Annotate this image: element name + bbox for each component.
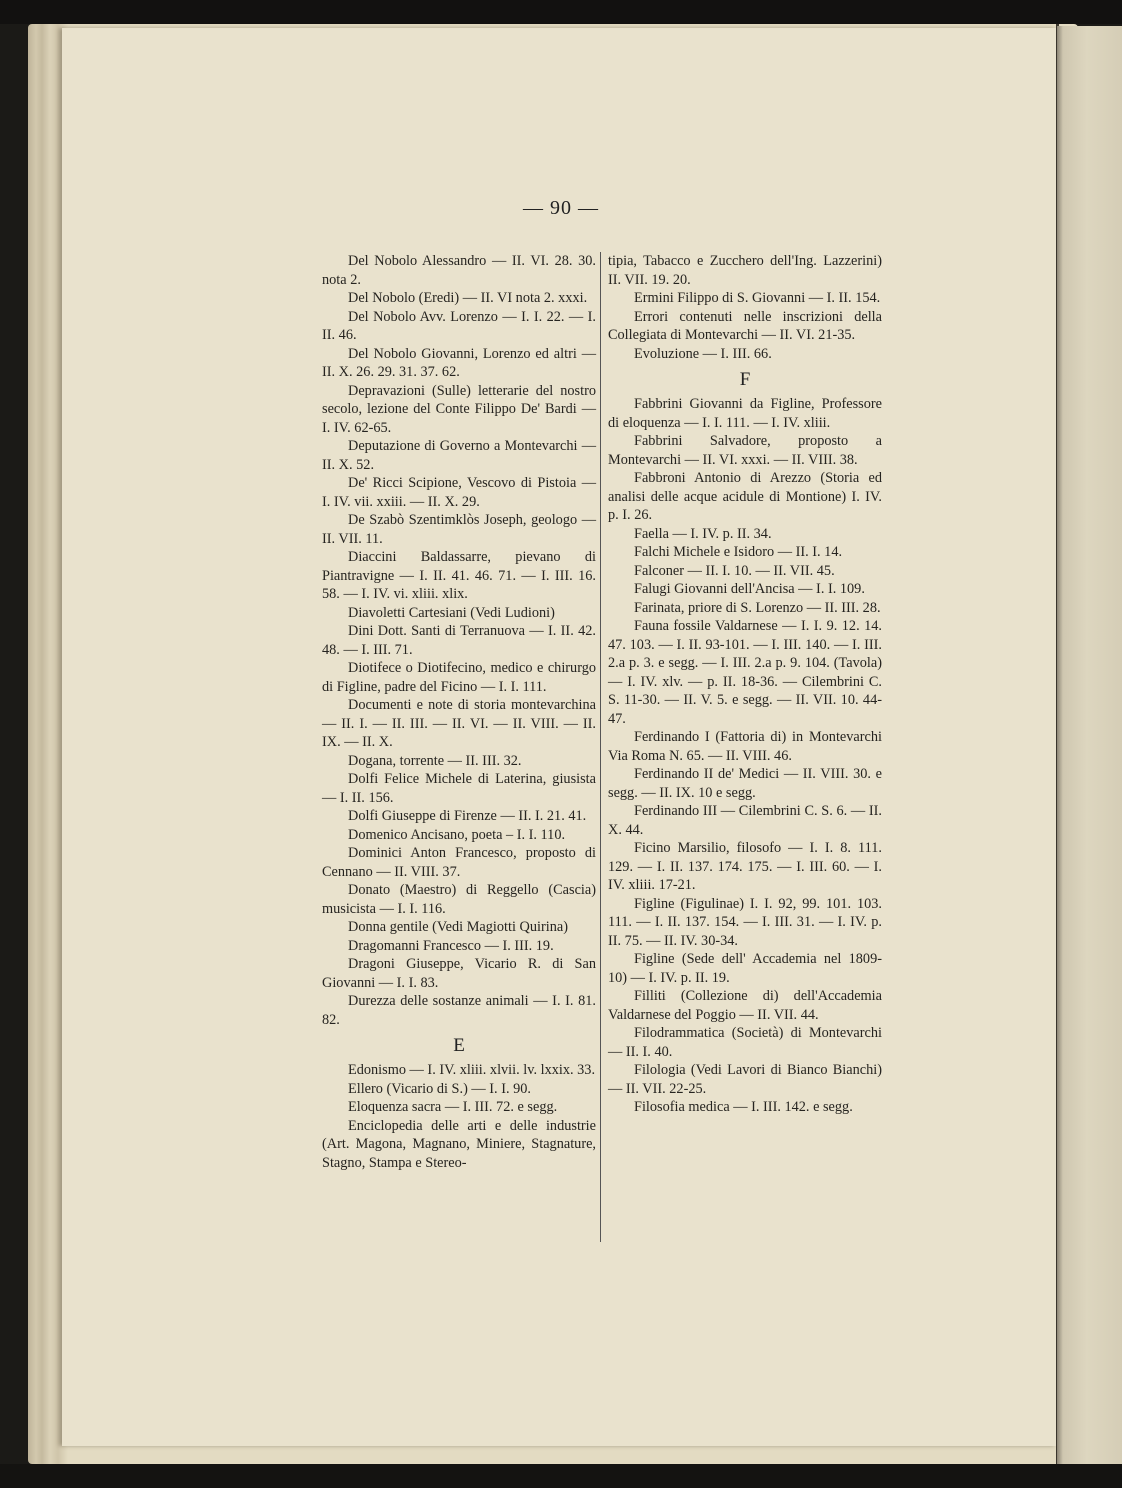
- index-column-left: [322, 252, 596, 1172]
- index-entry: Farinata, priore di S. Lorenzo — II. III. 28.: [634, 599, 881, 616]
- index-entry: Falugi Giovanni dell'Ancisa — I. I. 109.: [634, 581, 865, 597]
- index-entry: Del Nobolo Giovanni, Lorenzo ed altri — II. X. 26. 29. 31. 37. 62.: [322, 345, 596, 380]
- index-entry: Ermini Filippo di S. Giovanni — I. II. 154.: [634, 290, 881, 306]
- index-entry: Fauna fossile Valdarnese — I. I. 9. 12. 14. 47. 103. — I. II. 93-101. — I. III. 140. — I. III. 2.a p. 3. e segg. — I. III. 2.a p. 9. 104. (Tavola) — I. IV. xlv. — p. II. 18-36. — Cilembrini C. S. 11-30. — II. V. 5. e segg. — II. VII. 10. 44-47.: [608, 618, 882, 727]
- index-entry: Ferdinando III — Cilembrini C. S. 6. — II. X. 44.: [608, 803, 882, 838]
- entries-E: [322, 1061, 596, 1172]
- index-entry: Eloquenza sacra — I. III. 72. e segg.: [348, 1099, 558, 1115]
- index-entry: Errori contenuti nelle inscrizioni della Collegiata di Montevarchi — II. VI. 21-35.: [608, 308, 882, 343]
- index-entry: Deputazione di Governo a Montevarchi — II. X. 52.: [322, 438, 596, 473]
- index-entry: Diaccini Baldassarre, pievano di Piantravigne — I. II. 41. 46. 71. — I. III. 16. 58. — I. IV. vi. xliii. xlix.: [322, 549, 596, 602]
- index-entry: Donna gentile (Vedi Magiotti Quirina): [348, 919, 568, 935]
- index-entry: Fabbrini Giovanni da Figline, Professore di eloquenza — I. I. 111. — I. IV. xliii.: [608, 396, 882, 431]
- index-entry: Figline (Figulinae) I. I. 92, 99. 101. 103. 111. — I. II. 137. 154. — I. III. 31. — I. IV. p. II. 75. — II. IV. 30-34.: [608, 895, 882, 949]
- index-entry: Filliti (Collezione di) dell'Accademia Valdarnese del Poggio — II. VII. 44.: [608, 988, 882, 1023]
- index-entry: Dominici Anton Francesco, proposto di Cennano — II. VIII. 37.: [322, 845, 596, 880]
- index-entry: Fabbroni Antonio di Arezzo (Storia ed analisi delle acque acidule di Montione) I. IV. p. I. 26.: [608, 470, 882, 523]
- page-number: — 90 —: [523, 197, 599, 219]
- column-divider: [600, 252, 601, 1242]
- index-entry: Documenti e note di storia montevarchina — II. I. — II. III. — II. VI. — II. VIII. — II. IX. — II. X.: [322, 697, 596, 750]
- index-entry: Diotifece o Diotifecino, medico e chirurgo di Figline, padre del Ficino — I. I. 111.: [322, 660, 596, 695]
- index-entry: Dragomanni Francesco — I. III. 19.: [348, 937, 554, 954]
- index-entry: Edonismo — I. IV. xliii. xlvii. lv. lxxix. 33.: [348, 1062, 596, 1078]
- index-entry: De' Ricci Scipione, Vescovo di Pistoia — I. IV. vii. xxiii. — II. X. 29.: [322, 475, 596, 510]
- section-letter-F: F: [739, 369, 751, 390]
- index-entry: Dragoni Giuseppe, Vicario R. di San Giovanni — I. I. 83.: [322, 956, 596, 991]
- entries-F: [608, 395, 882, 1117]
- index-entry: Falconer — II. I. 10. — II. VII. 45.: [634, 562, 835, 579]
- index-entry: Donato (Maestro) di Reggello (Cascia) musicista — I. I. 116.: [322, 882, 596, 917]
- index-entry: Del Nobolo Avv. Lorenzo — I. I. 22. — I. II. 46.: [322, 308, 596, 343]
- scan-bottom-border: [0, 1464, 1122, 1488]
- index-entry: Depravazioni (Sulle) letterarie del nostro secolo, lezione del Conte Filippo De' Bardi — I. IV. 62-65.: [322, 382, 596, 436]
- index-entry: Filologia (Vedi Lavori di Bianco Bianchi) — II. VII. 22-25.: [608, 1062, 882, 1097]
- index-entry: Ficino Marsilio, filosofo — I. I. 8. 111. 129. — I. II. 137. 174. 175. — I. III. 60. — I. IV. xliii. 17-21.: [608, 840, 882, 893]
- index-entry: Ellero (Vicario di S.) — I. I. 90.: [348, 1080, 531, 1097]
- index-entry: Figline (Sede dell' Accademia nel 1809-10) — I. IV. p. II. 19.: [608, 951, 882, 986]
- facing-page-edge: [1057, 26, 1122, 1466]
- scan-top-border: [0, 0, 1122, 24]
- entries-D: [322, 252, 596, 1029]
- entries-E-continued: [608, 252, 882, 363]
- index-entry: Evoluzione — I. III. 66.: [634, 345, 772, 362]
- index-entry: Del Nobolo Alessandro — II. VI. 28. 30. nota 2.: [322, 253, 596, 288]
- index-entry: Dolfi Giuseppe di Firenze — II. I. 21. 41.: [348, 808, 587, 824]
- index-column-right: [608, 252, 882, 1117]
- index-entry: Ferdinando II de' Medici — II. VIII. 30. e segg. — II. IX. 10 e segg.: [608, 766, 882, 801]
- index-entry: Domenico Ancisano, poeta – I. I. 110.: [348, 826, 566, 843]
- index-entry: Filosofia medica — I. III. 142. e segg.: [634, 1099, 853, 1115]
- index-entry: Dini Dott. Santi di Terranuova — I. II. 42. 48. — I. III. 71.: [322, 623, 596, 658]
- index-entry: Dogana, torrente — II. III. 32.: [348, 752, 522, 769]
- index-entry: Ferdinando I (Fattoria di) in Montevarchi Via Roma N. 65. — II. VIII. 46.: [608, 729, 882, 764]
- index-entry: Fabbrini Salvadore, proposto a Montevarchi — II. VI. xxxi. — II. VIII. 38.: [608, 433, 882, 468]
- index-entry: Durezza delle sostanze animali — I. I. 81. 82.: [322, 993, 596, 1028]
- index-entry: Del Nobolo (Eredi) — II. VI nota 2. xxxi.: [348, 290, 588, 306]
- section-letter-E: E: [453, 1035, 465, 1056]
- index-entry: Enciclopedia delle arti e delle industrie (Art. Magona, Magnano, Miniere, Stagnature, Stagno, Stampa e Stereo-: [322, 1117, 596, 1171]
- index-entry: Diavoletti Cartesiani (Vedi Ludioni): [348, 604, 555, 621]
- index-entry: tipia, Tabacco e Zucchero dell'Ing. Lazzerini) II. VII. 19. 20.: [608, 253, 882, 288]
- index-entry: Dolfi Felice Michele di Laterina, giusista — I. II. 156.: [322, 771, 596, 806]
- index-entry: Filodrammatica (Società) di Montevarchi — II. I. 40.: [608, 1025, 882, 1060]
- index-entry: Falchi Michele e Isidoro — II. I. 14.: [634, 544, 843, 560]
- index-entry: De Szabò Szentimklòs Joseph, geologo — II. VII. 11.: [322, 512, 596, 547]
- index-entry: Faella — I. IV. p. II. 34.: [634, 525, 772, 542]
